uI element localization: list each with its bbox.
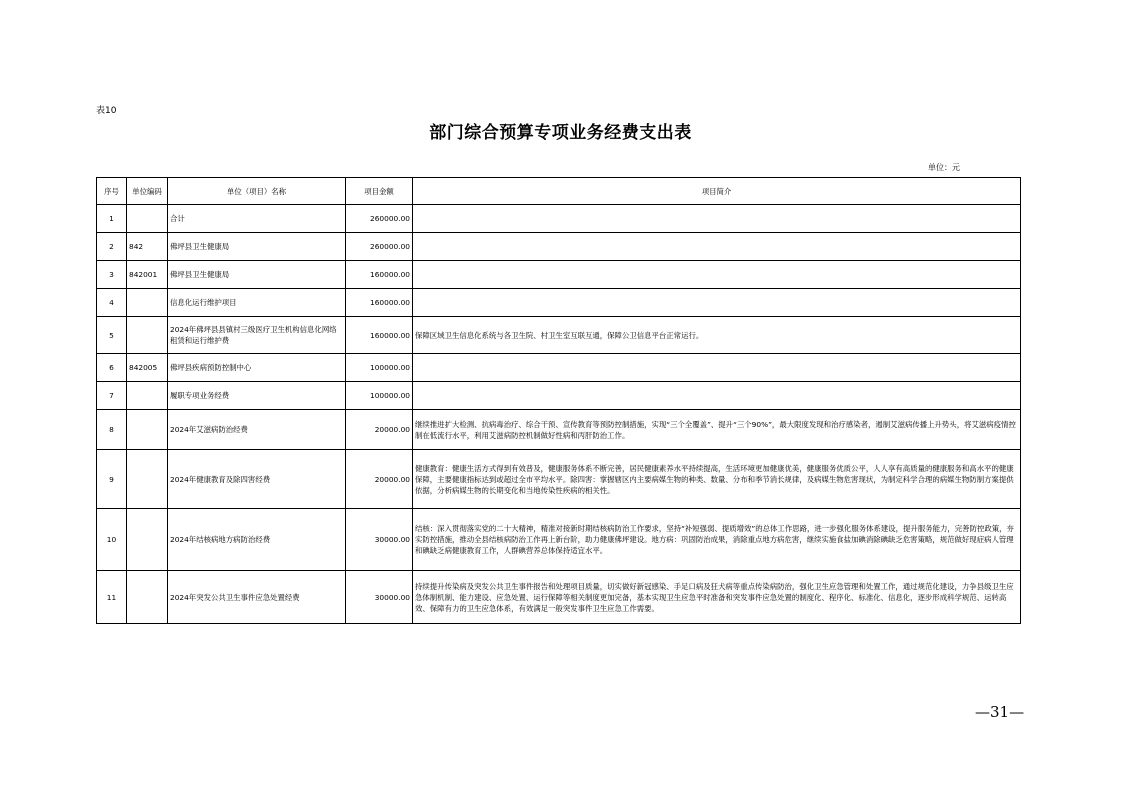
table-row [97, 289, 1021, 317]
row-intro [413, 382, 1021, 410]
col-header-amount: 项目金额 [346, 178, 413, 205]
table-row [97, 382, 1021, 410]
row-seq: 4 [97, 289, 127, 317]
row-name: 信息化运行维护项目 [168, 289, 346, 317]
budget-table [96, 177, 1021, 624]
row-code [127, 410, 168, 450]
row-name: 佛坪县卫生健康局 [168, 261, 346, 289]
row-code [127, 450, 168, 509]
row-code [127, 205, 168, 233]
page-number: —31— [975, 703, 1025, 721]
row-intro [413, 289, 1021, 317]
row-code [127, 289, 168, 317]
row-seq: 10 [97, 509, 127, 571]
row-amount: 160000.00 [346, 317, 413, 354]
col-header-name: 单位（项目）名称 [168, 178, 346, 205]
row-intro [413, 261, 1021, 289]
row-seq: 8 [97, 410, 127, 450]
row-amount: 260000.00 [346, 233, 413, 261]
row-name: 2024年突发公共卫生事件应急处置经费 [168, 571, 346, 624]
row-intro [413, 354, 1021, 382]
table-row [97, 261, 1021, 289]
row-seq: 5 [97, 317, 127, 354]
row-amount: 160000.00 [346, 289, 413, 317]
row-name: 2024年结核病地方病防治经费 [168, 509, 346, 571]
col-header-intro: 项目简介 [413, 178, 1021, 205]
table-row [97, 450, 1021, 509]
col-header-code: 单位编码 [127, 178, 168, 205]
row-intro: 保障区域卫生信息化系统与各卫生院、村卫生室互联互通，保障公卫信息平台正常运行。 [413, 317, 1021, 354]
row-code [127, 509, 168, 571]
row-code: 842 [127, 233, 168, 261]
table-row [97, 571, 1021, 624]
row-intro: 结核：深入贯彻落实党的二十大精神，精准对接新时期结核病防治工作要求，坚持“补短强弱、提质增效”的总体工作思路，进一步强化服务体系建设，提升服务能力，完善防控政策，夯实防控措施，推动全县结核病防治工作再上新台阶，助力健康佛坪建设。地方病：巩固防治成果，消除重点地方病危害，继续实施食盐加碘消除碘缺乏危害策略，规范做好现症病人管理和碘缺乏病健康教育工作，人群碘营养总体保持适宜水平。 [413, 509, 1021, 571]
row-name: 合计 [168, 205, 346, 233]
table-header-row [97, 178, 1021, 205]
row-seq: 6 [97, 354, 127, 382]
row-seq: 11 [97, 571, 127, 624]
page-title: 部门综合预算专项业务经费支出表 [429, 123, 692, 143]
table-row [97, 410, 1021, 450]
row-amount: 160000.00 [346, 261, 413, 289]
row-seq: 9 [97, 450, 127, 509]
row-code [127, 571, 168, 624]
row-amount: 20000.00 [346, 410, 413, 450]
row-name: 2024年佛坪县县镇村三级医疗卫生机构信息化网络租赁和运行维护费 [168, 317, 346, 354]
row-name: 2024年艾滋病防治经费 [168, 410, 346, 450]
row-seq: 7 [97, 382, 127, 410]
row-intro [413, 205, 1021, 233]
col-header-seq: 序号 [97, 178, 127, 205]
table-row [97, 233, 1021, 261]
row-amount: 20000.00 [346, 450, 413, 509]
row-code: 842001 [127, 261, 168, 289]
row-seq: 1 [97, 205, 127, 233]
row-code: 842005 [127, 354, 168, 382]
row-amount: 30000.00 [346, 509, 413, 571]
row-seq: 3 [97, 261, 127, 289]
row-name: 佛坪县卫生健康局 [168, 233, 346, 261]
table-number: 表10 [96, 106, 117, 116]
row-seq: 2 [97, 233, 127, 261]
row-amount: 100000.00 [346, 354, 413, 382]
row-name: 2024年健康教育及除四害经费 [168, 450, 346, 509]
row-code [127, 382, 168, 410]
table-row [97, 354, 1021, 382]
table-row [97, 317, 1021, 354]
row-name: 佛坪县疾病预防控制中心 [168, 354, 346, 382]
table-row [97, 205, 1021, 233]
row-code [127, 317, 168, 354]
row-intro: 健康教育：健康生活方式得到有效普及，健康服务体系不断完善，居民健康素养水平持续提高，生活环境更加健康优美，健康服务优质公平，人人享有高质量的健康服务和高水平的健康保障，主要健康指标达到或超过全市平均水平。除四害：掌握辖区内主要病媒生物的种类、数量、分布和季节消长规律，及病媒生物危害现状，为制定科学合理的病媒生物防制方案提供依据，分析病媒生物的长期变化和当地传染性疾病的相关性。 [413, 450, 1021, 509]
row-intro [413, 233, 1021, 261]
row-intro: 持续提升传染病及突发公共卫生事件报告和处理项目质量，切实做好新冠感染、手足口病及狂犬病等重点传染病防治，强化卫生应急管理和处置工作，通过规范化建设，力争县级卫生应急体制机制、能力建设、应急处置、运行保障等相关制度更加完备，基本实现卫生应急平时准备和突发事件应急处置的制度化、程序化、标准化、信息化，逐步形成科学规范、运转高效、保障有力的卫生应急体系，有效满足一般突发事件卫生应急工作需要。 [413, 571, 1021, 624]
row-name: 履职专项业务经费 [168, 382, 346, 410]
row-amount: 30000.00 [346, 571, 413, 624]
row-amount: 100000.00 [346, 382, 413, 410]
table-row [97, 509, 1021, 571]
row-intro: 继续推进扩大检测、抗病毒治疗、综合干预、宣传教育等预防控制措施，实现“三个全覆盖”、提升“三个90%”，最大限度发现和治疗感染者，遏制艾滋病传播上升势头，将艾滋病疫情控制在低流行水平，利用艾滋病防控机制做好性病和丙肝防治工作。 [413, 410, 1021, 450]
row-amount: 260000.00 [346, 205, 413, 233]
currency-unit: 单位：元 [928, 163, 960, 172]
